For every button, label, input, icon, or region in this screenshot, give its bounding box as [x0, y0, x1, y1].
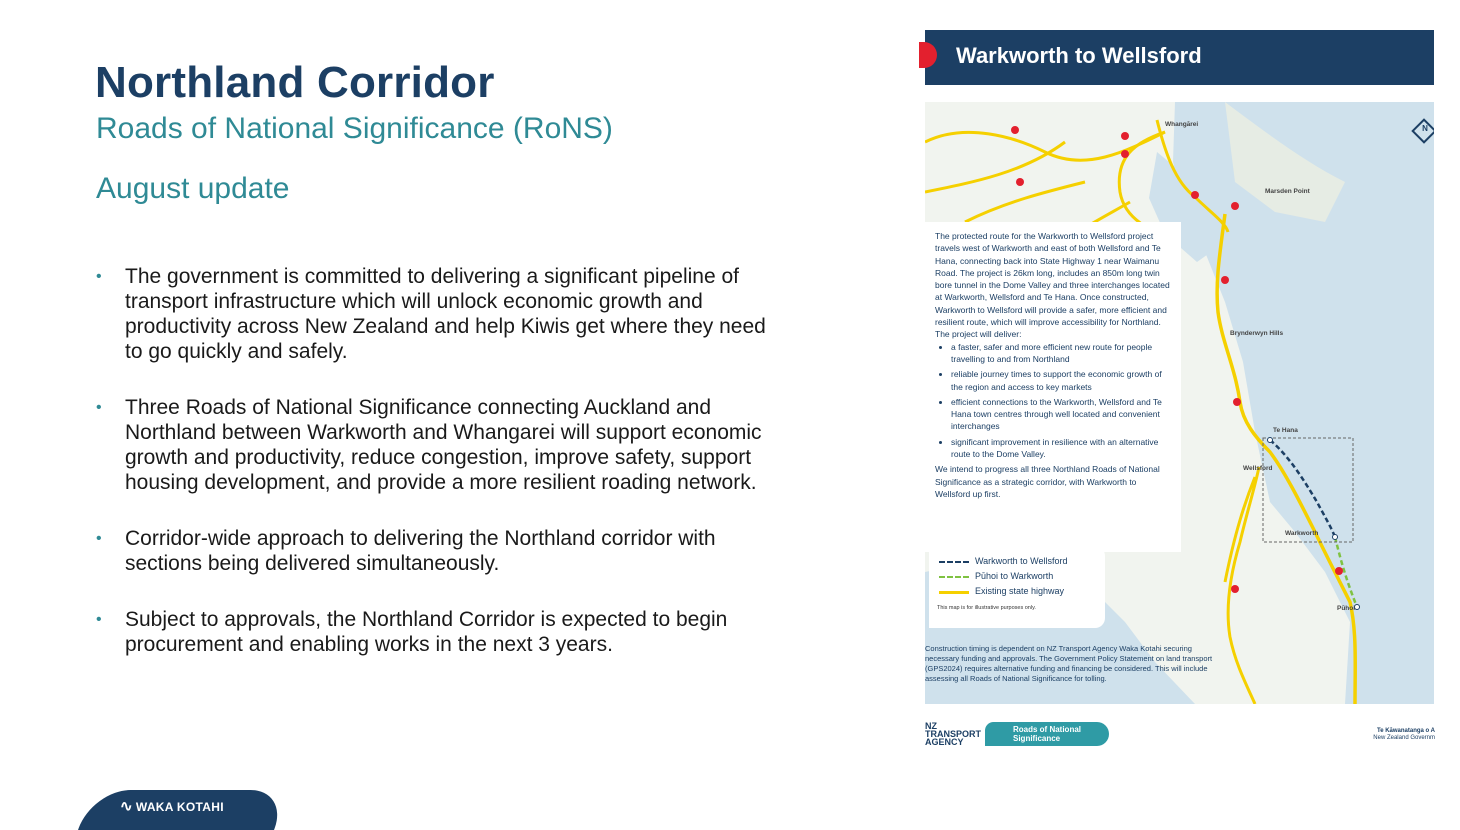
- info-list-item: • reliable journey times to support the economic growth of the region and access to key markets: [951, 368, 1173, 393]
- gov-logo-maori: Te Kāwanatanga o A: [1376, 728, 1435, 734]
- bullet-text: Three Roads of National Significance connecting Auckland and Northland between Warkworth and Whangarei will support economic growth and productivity, reduce congestion, improve safety, support housing development, and provide a more resilient roading network.: [125, 396, 762, 494]
- info-deliver-heading: The project will deliver:: [935, 329, 1022, 340]
- brochure-title: Warkworth to Wellsford: [956, 43, 1202, 68]
- bullet-item: [96, 526, 766, 576]
- waka-kotahi-logo: [120, 797, 224, 815]
- bullet-item: [96, 607, 766, 657]
- legend-swatch: [939, 576, 969, 578]
- bullet-marker: •: [96, 611, 102, 628]
- legend-label: Pūhoi to Warkworth: [975, 571, 1054, 581]
- slide-title: Northland Corridor: [95, 58, 495, 107]
- bullet-marker: •: [96, 530, 102, 547]
- brochure-header: [925, 30, 1434, 85]
- place-label-warkworth: Warkworth: [1285, 530, 1319, 537]
- gov-logo-english: New Zealand Governm: [1373, 735, 1435, 741]
- project-brochure: [925, 30, 1435, 750]
- header-accent: [919, 42, 937, 68]
- update-heading: August update: [96, 172, 290, 205]
- bullet-text: The government is committed to delivering a significant pipeline of transport infrastructure which will unlock economic growth and productivity across New Zealand and help Kiwis get where they need to go quickly and safely.: [125, 265, 766, 363]
- bullet-text: Corridor-wide approach to delivering the Northland corridor with sections being delivered simultaneously.: [125, 527, 716, 575]
- bullet-marker: •: [96, 399, 102, 416]
- legend-note: This map is for illustrative purposes only.: [937, 605, 1036, 611]
- route-map: [925, 102, 1434, 704]
- map-legend: [929, 546, 1105, 628]
- info-intro: The protected route for the Warkworth to Wellsford project travels west of Warkworth and east of both Wellsford and Te Hana, connecting back into State Highway 1 near Waimanu Road. The project is 26km long, includes an 850m long twin bore tunnel in the Dome Valley and three interchanges located at Warkworth, Wellsford and Te Hana. Once constructed, Warkworth to Wellsford will provide a safer, more efficient and resilient route, which will improve accessibility for Northland.: [935, 231, 1170, 328]
- legend-swatch: [939, 591, 969, 594]
- project-info-box: [925, 222, 1181, 552]
- slide-subtitle: Roads of National Significance (RoNS): [96, 112, 613, 145]
- footer-logo-text: WAKA KOTAHI: [135, 800, 224, 814]
- compass-letter: N: [1422, 123, 1428, 133]
- place-label-te-hana: Te Hana: [1273, 427, 1298, 434]
- place-label-puhoi: Pūhoi: [1337, 605, 1356, 612]
- bullet-item: [96, 395, 766, 495]
- info-list-item: • efficient connections to the Warkworth, Wellsford and Te Hana town centres through well located and convenient interchanges: [951, 396, 1173, 433]
- legend-label: Warkworth to Wellsford: [975, 556, 1068, 566]
- info-list-item: • significant improvement in resilience with an alternative route to the Dome Valley.: [951, 436, 1173, 461]
- info-list-item: • a faster, safer and more efficient new route for people travelling to and from Northland: [951, 341, 1173, 366]
- info-list: [935, 341, 1173, 461]
- bullet-marker: •: [96, 268, 102, 285]
- nz-government-logo: [1373, 728, 1435, 742]
- place-label-marsden-point: Marsden Point: [1265, 188, 1310, 195]
- rons-tab-label: Roads of National Significance: [1013, 725, 1082, 743]
- place-label-wellsford: Wellsford: [1243, 465, 1273, 472]
- bullet-list: [96, 264, 766, 688]
- bullet-text: Subject to approvals, the Northland Corridor is expected to begin procurement and enabling works in the next 3 years.: [125, 608, 728, 656]
- legend-label: Existing state highway: [975, 586, 1065, 596]
- place-label-whangarei: Whangārei: [1165, 121, 1199, 128]
- nzta-logo: NZ TRANSPORT AGENCY: [925, 721, 981, 747]
- legend-swatch: [939, 561, 969, 563]
- funding-footnote: Construction timing is dependent on NZ Transport Agency Waka Kotahi securing necessary funding and approvals. The Government Policy Statement on land transport (GPS2024) requires alternative funding and financing be considered. This will include assessing all Roads of National Significance for tolling.: [925, 644, 1213, 683]
- place-label-brynderwyn-hills: Brynderwyn Hills: [1230, 330, 1284, 337]
- bullet-item: [96, 264, 766, 364]
- waka-kotahi-mark-icon: ∿: [120, 798, 133, 815]
- info-outro: We intend to progress all three Northland Roads of National Significance as a strategic corridor, with Warkworth to Wellsford up first.: [935, 464, 1160, 499]
- rons-tab: [985, 722, 1109, 746]
